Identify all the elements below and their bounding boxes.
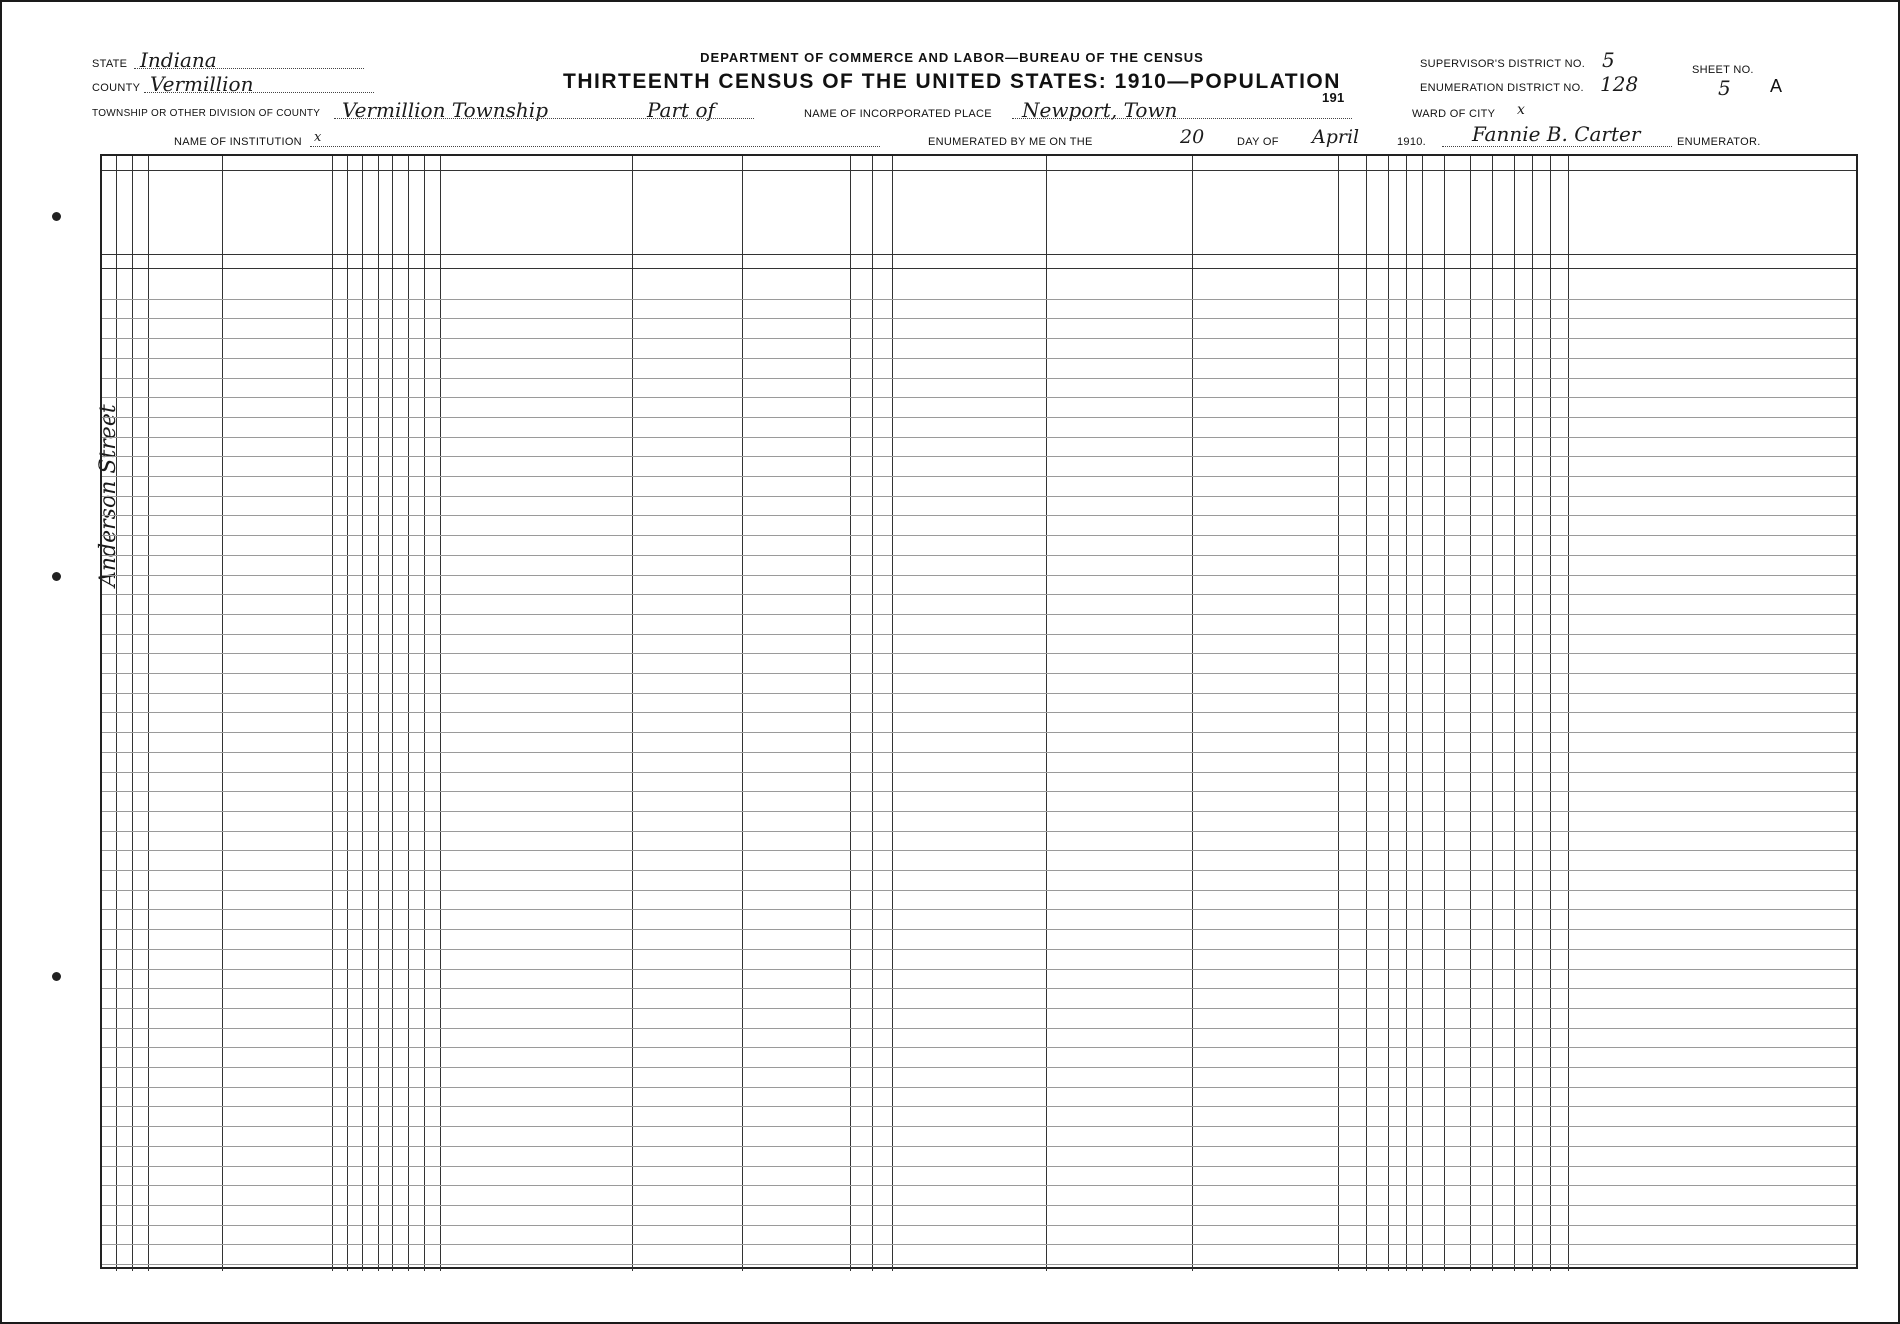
- ward-value: x: [1517, 102, 1525, 118]
- sheet-letter: A: [1770, 76, 1783, 96]
- column-divider: [222, 156, 223, 1271]
- incorporated-rule: [1012, 118, 1352, 119]
- column-divider: [1568, 156, 1569, 1271]
- township-rule: [334, 118, 754, 119]
- row-rule: [102, 634, 1856, 635]
- row-rule: [102, 535, 1856, 536]
- birthplace-person-head: [444, 214, 630, 266]
- column-divider: [742, 156, 743, 1271]
- enumerated-month: April: [1312, 126, 1360, 148]
- part-value: Part of: [647, 98, 715, 122]
- enumerated-label: ENUMERATED BY ME ON THE: [928, 136, 1093, 148]
- column-divider: [1388, 156, 1389, 1271]
- township-value: Vermillion Township: [342, 98, 549, 122]
- institution-value: x: [314, 130, 322, 145]
- column-divider: [148, 156, 149, 1271]
- trade-head: [1048, 182, 1190, 234]
- column-divider: [632, 156, 633, 1271]
- column-divider: [1550, 156, 1551, 1271]
- column-divider: [1422, 156, 1423, 1271]
- county-value: Vermillion: [150, 72, 254, 96]
- column-divider: [892, 156, 893, 1271]
- row-rule: [102, 1106, 1856, 1107]
- column-divider: [1444, 156, 1445, 1271]
- row-rule: [102, 988, 1856, 989]
- row-rule: [102, 594, 1856, 595]
- row-rule: [102, 614, 1856, 615]
- birthplace-father-head: [632, 214, 740, 266]
- row-rule: [102, 496, 1856, 497]
- row-rule: [102, 397, 1856, 398]
- column-divider: [1470, 156, 1471, 1271]
- row-rule: [102, 870, 1856, 871]
- state-rule: [134, 68, 364, 69]
- column-divider: [347, 156, 348, 1271]
- row-rule: [102, 1087, 1856, 1088]
- column-divider: [116, 156, 117, 1271]
- supervisor-label: SUPERVISOR'S DISTRICT NO.: [1420, 58, 1586, 70]
- row-rule: [102, 949, 1856, 950]
- county-label: COUNTY: [92, 82, 141, 94]
- column-divider: [378, 156, 379, 1271]
- row-rule: [102, 752, 1856, 753]
- row-rule: [102, 437, 1856, 438]
- enumerator-signature: Fannie B. Carter: [1472, 122, 1641, 146]
- row-rule: [102, 515, 1856, 516]
- column-number-rule-bottom: [102, 268, 1856, 269]
- row-rule: [102, 476, 1856, 477]
- year-label: 1910.: [1397, 136, 1427, 148]
- row-rule: [102, 299, 1856, 300]
- institution-rule: [310, 146, 880, 147]
- incorporated-label: NAME OF INCORPORATED PLACE: [804, 108, 992, 120]
- census-title: THIRTEENTH CENSUS OF THE UNITED STATES: 1910—POPULATION: [563, 70, 1341, 93]
- row-rule: [102, 1067, 1856, 1068]
- row-rule: [102, 1008, 1856, 1009]
- row-rule: [102, 1244, 1856, 1245]
- population-table: [100, 154, 1858, 1269]
- row-rule: [102, 1185, 1856, 1186]
- incorporated-value: Newport, Town: [1022, 98, 1178, 122]
- row-rule: [102, 1146, 1856, 1147]
- punch-hole-icon: [52, 572, 61, 581]
- column-divider: [440, 156, 441, 1271]
- county-rule: [144, 92, 374, 93]
- row-rule: [102, 673, 1856, 674]
- column-divider: [1492, 156, 1493, 1271]
- group-header-rule: [102, 170, 1856, 171]
- column-divider: [424, 156, 425, 1271]
- enumerated-day: 20: [1180, 126, 1205, 148]
- row-rule: [102, 358, 1856, 359]
- row-rule: [102, 456, 1856, 457]
- speak-english-head: [894, 182, 1044, 234]
- state-value: Indiana: [140, 48, 217, 72]
- punch-hole-icon: [52, 212, 61, 221]
- institution-label: NAME OF INSTITUTION: [174, 136, 302, 148]
- enumeration-value: 128: [1600, 72, 1639, 96]
- ward-label: WARD OF CITY: [1412, 108, 1496, 120]
- sheet-label: SHEET NO.: [1692, 64, 1754, 76]
- enumerator-label: ENUMERATOR.: [1677, 136, 1761, 148]
- column-divider: [1366, 156, 1367, 1271]
- row-rule: [102, 575, 1856, 576]
- row-rule: [102, 811, 1856, 812]
- column-divider: [872, 156, 873, 1271]
- row-rule: [102, 712, 1856, 713]
- row-rule: [102, 653, 1856, 654]
- row-rule: [102, 909, 1856, 910]
- punch-hole-icon: [52, 972, 61, 981]
- column-divider: [332, 156, 333, 1271]
- row-rule: [102, 1028, 1856, 1029]
- row-rule: [102, 1166, 1856, 1167]
- column-divider: [1532, 156, 1533, 1271]
- column-divider: [408, 156, 409, 1271]
- column-divider: [132, 156, 133, 1271]
- industry-head: [1194, 182, 1336, 234]
- row-rule: [102, 772, 1856, 773]
- row-rule: [102, 378, 1856, 379]
- column-divider: [1192, 156, 1193, 1271]
- state-label: STATE: [92, 58, 128, 70]
- row-rule: [102, 791, 1856, 792]
- row-rule: [102, 318, 1856, 319]
- stamp-number: 191: [1322, 90, 1345, 105]
- column-divider: [1406, 156, 1407, 1271]
- supervisor-value: 5: [1602, 48, 1615, 72]
- row-rule: [102, 417, 1856, 418]
- row-rule: [102, 693, 1856, 694]
- column-divider: [392, 156, 393, 1271]
- row-rule: [102, 338, 1856, 339]
- sheet-value: 5: [1718, 76, 1731, 100]
- row-rule: [102, 1205, 1856, 1206]
- column-divider: [1046, 156, 1047, 1271]
- column-divider: [850, 156, 851, 1271]
- township-label: TOWNSHIP OR OTHER DIVISION OF COUNTY: [92, 108, 321, 119]
- row-rule: [102, 732, 1856, 733]
- row-rule: [102, 831, 1856, 832]
- row-rule: [102, 850, 1856, 851]
- department-heading: DEPARTMENT OF COMMERCE AND LABOR—BUREAU OF THE CENSUS: [700, 50, 1204, 65]
- row-rule: [102, 1264, 1856, 1265]
- enumeration-label: ENUMERATION DISTRICT NO.: [1420, 82, 1584, 94]
- row-rule: [102, 1225, 1856, 1226]
- row-rule: [102, 555, 1856, 556]
- enumerator-rule: [1442, 146, 1672, 147]
- name-column-description: [152, 186, 328, 238]
- street-name-margin: Anderson Street: [96, 404, 121, 587]
- birthplace-mother-head: [742, 214, 848, 266]
- row-rule: [102, 890, 1856, 891]
- row-rule: [102, 1047, 1856, 1048]
- row-rule: [102, 929, 1856, 930]
- row-rule: [102, 1126, 1856, 1127]
- column-divider: [362, 156, 363, 1271]
- day-of-label: DAY OF: [1237, 136, 1279, 148]
- column-divider: [1514, 156, 1515, 1271]
- column-number-rule-top: [102, 254, 1856, 255]
- column-divider: [1338, 156, 1339, 1271]
- row-rule: [102, 969, 1856, 970]
